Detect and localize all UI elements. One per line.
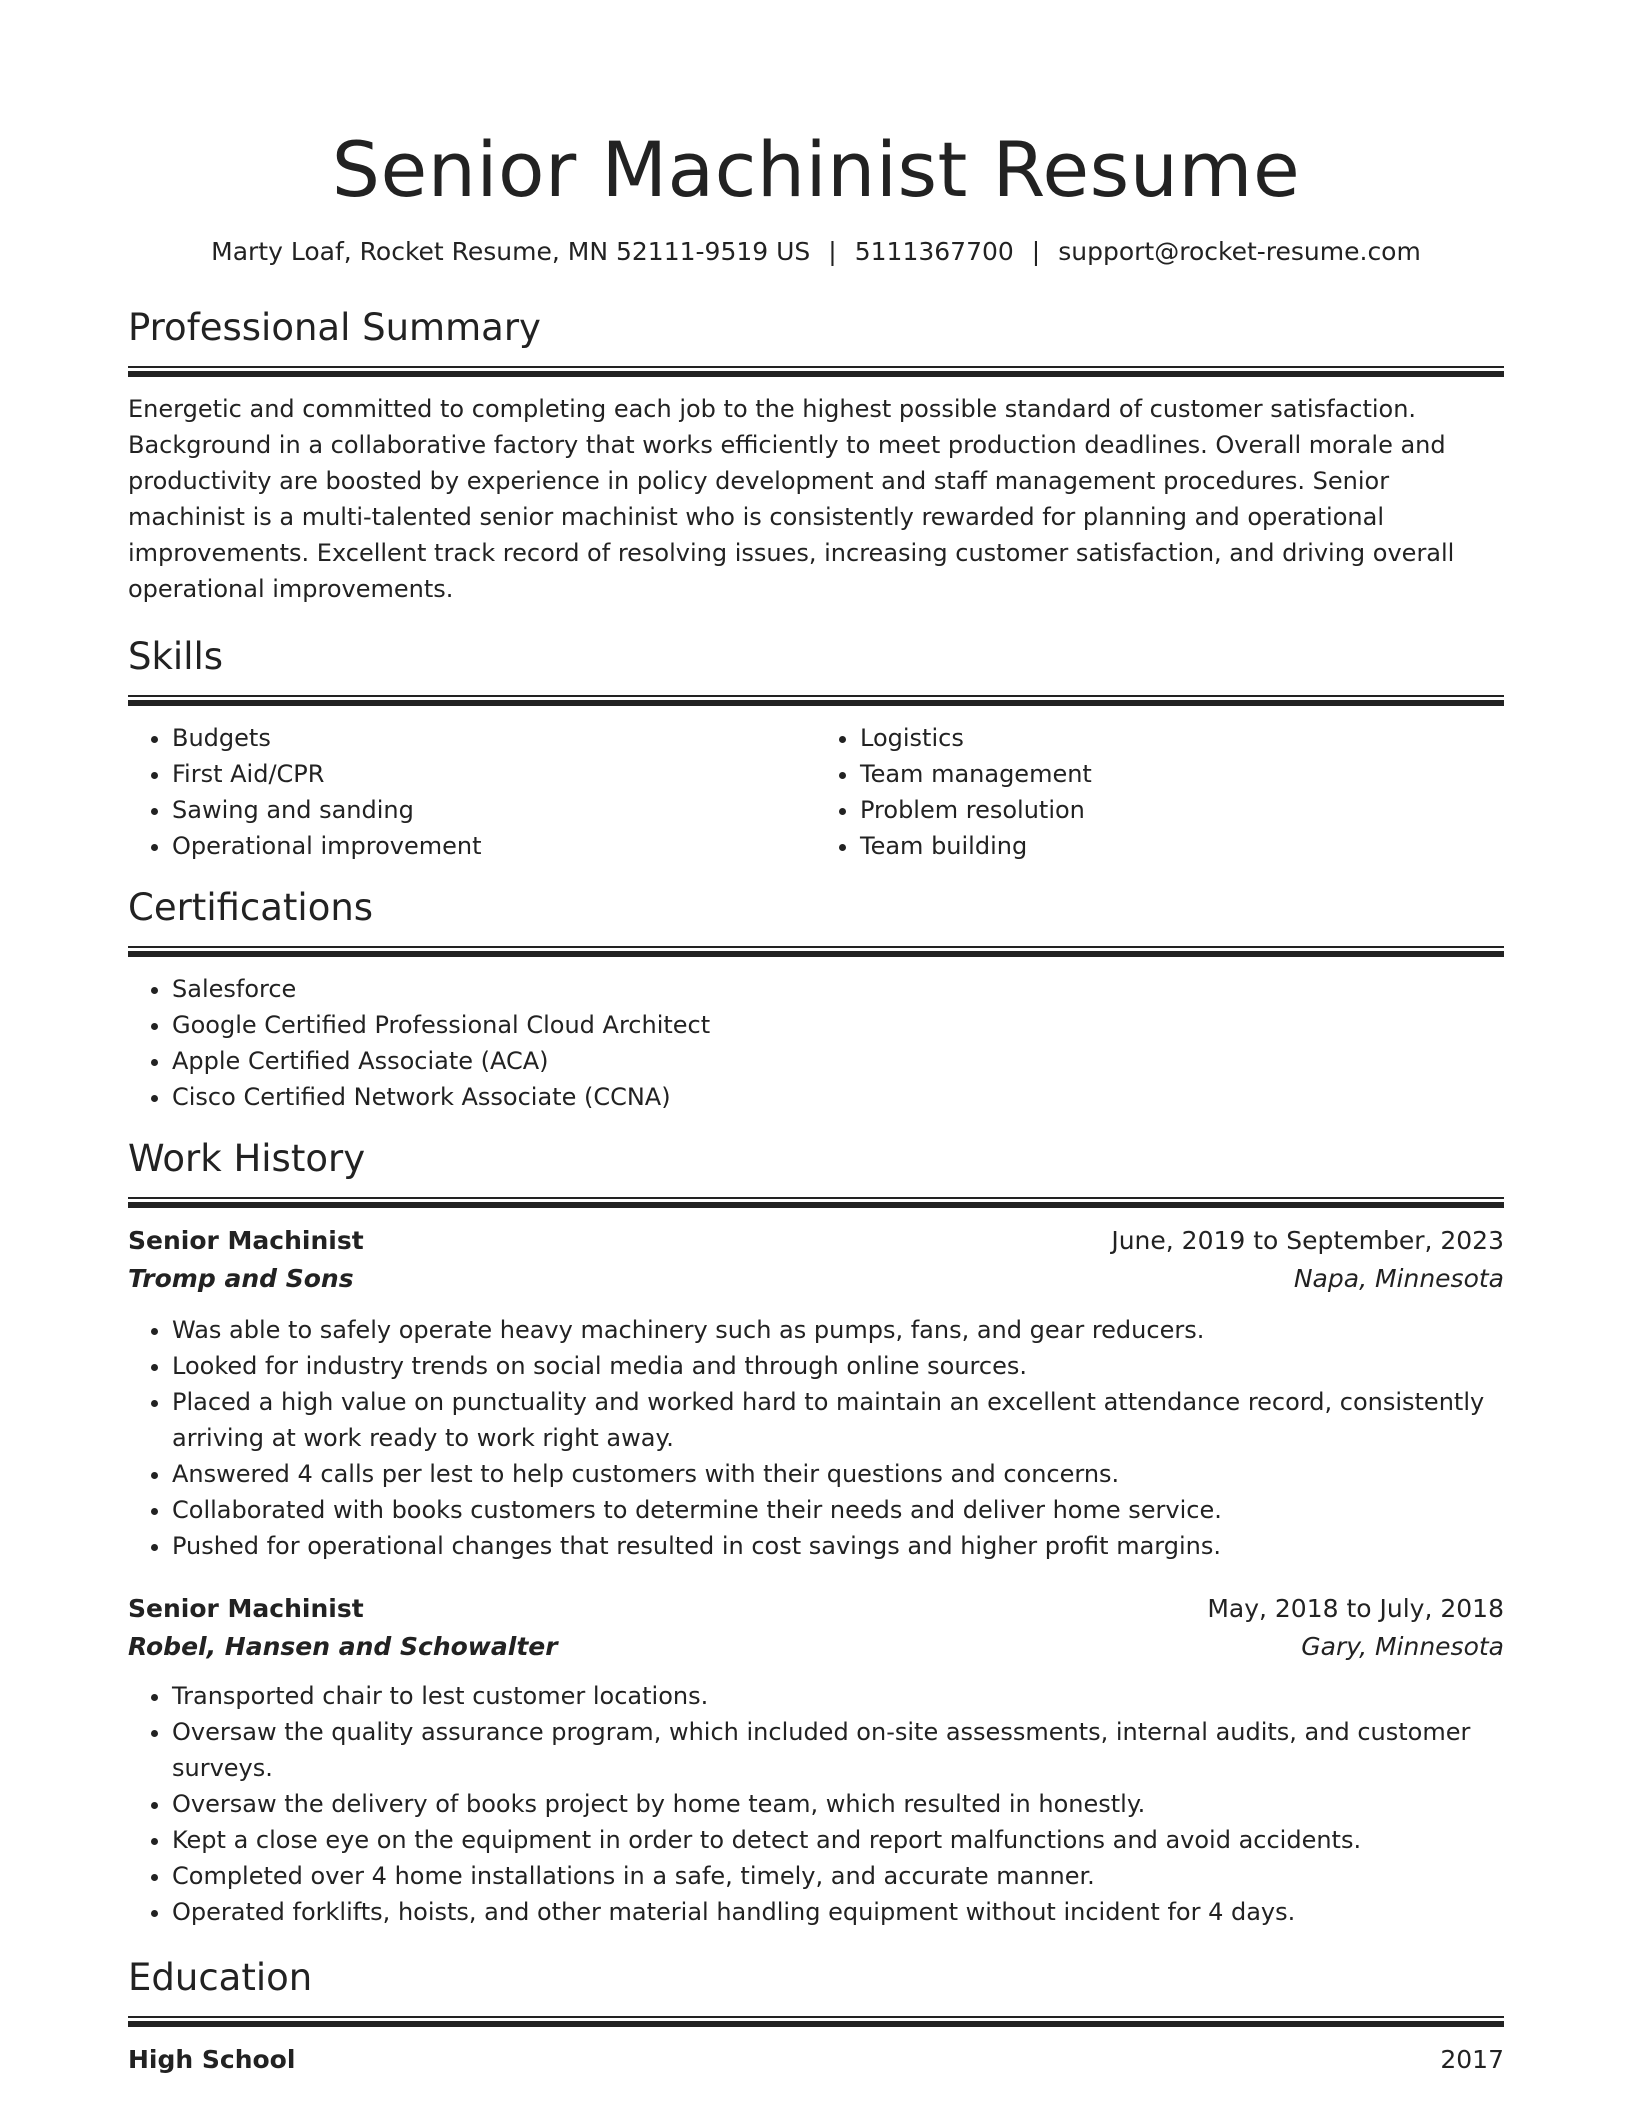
skill-item: • Operational improvement	[172, 828, 816, 864]
job-subheader	[128, 1628, 1504, 1666]
work-history-heading: Work History	[128, 1137, 366, 1180]
education-entry	[128, 2041, 1504, 2079]
skills-heading: Skills	[128, 635, 224, 678]
contact-address: Marty Loaf, Rocket Resume, MN 52111-9519 US	[211, 237, 811, 266]
job-bullet: • Oversaw the quality assurance program, which included on-site assessments, internal audits, and customer surveys.	[172, 1714, 1504, 1786]
certification-item: • Apple Certified Associate (ACA)	[172, 1043, 1504, 1079]
job-bullets	[128, 1312, 1504, 1564]
section-divider	[128, 1197, 1504, 1208]
skills-columns	[128, 720, 1504, 864]
skill-item: • Problem resolution	[860, 792, 1504, 828]
job-dates: June, 2019 to September, 2023	[1111, 1226, 1504, 1255]
summary-text: Energetic and committed to completing each job to the highest possible standard of customer satisfaction. Background in a collaborative factory that works efficiently to meet production deadlines. Overall morale and productivity are boosted by experience in policy development and staff management procedures. Senior machinist is a multi-talented senior machinist who is consistently rewarded for planning and operational improvements. Excellent track record of resolving issues, increasing customer satisfaction, and driving overall operational improvements.	[128, 395, 1455, 603]
contact-email: support@rocket-resume.com	[1058, 237, 1421, 266]
certification-item: • Cisco Certified Network Associate (CCNA)	[172, 1079, 1504, 1115]
job-company: Robel, Hansen and Schowalter	[128, 1632, 558, 1661]
contact-separator: |	[1031, 237, 1041, 266]
section-divider	[128, 695, 1504, 706]
job-title: Senior Machinist	[128, 1226, 364, 1255]
job-title: Senior Machinist	[128, 1594, 364, 1623]
job-bullet: • Transported chair to lest customer locations.	[172, 1678, 1504, 1714]
job-location: Napa, Minnesota	[1293, 1264, 1504, 1293]
education-school: High School	[128, 2045, 296, 2074]
skill-item: • Team building	[860, 828, 1504, 864]
job-bullet: • Completed over 4 home installations in a safe, timely, and accurate manner.	[172, 1858, 1504, 1894]
contact-line	[128, 236, 1504, 268]
certification-item: • Google Certified Professional Cloud Architect	[172, 1007, 1504, 1043]
job-subheader	[128, 1260, 1504, 1298]
job-bullet: • Oversaw the delivery of books project by home team, which resulted in honestly.	[172, 1786, 1504, 1822]
job-header	[128, 1222, 1504, 1260]
job-header	[128, 1590, 1504, 1628]
job-bullet: • Kept a close eye on the equipment in order to detect and report malfunctions and avoid accidents.	[172, 1822, 1504, 1858]
certifications-section	[128, 884, 1504, 1115]
skill-item: • First Aid/CPR	[172, 756, 816, 792]
skill-item: • Sawing and sanding	[172, 792, 816, 828]
education-section	[128, 1954, 1504, 2079]
job-entry	[128, 1590, 1504, 1930]
education-year: 2017	[1440, 2045, 1504, 2074]
education-heading: Education	[128, 1956, 313, 1999]
job-location: Gary, Minnesota	[1301, 1632, 1504, 1661]
job-dates: May, 2018 to July, 2018	[1207, 1594, 1504, 1623]
work-history-section	[128, 1135, 1504, 1930]
job-bullet: • Answered 4 calls per lest to help customers with their questions and concerns.	[172, 1456, 1504, 1492]
job-company: Tromp and Sons	[128, 1264, 354, 1293]
skills-list-right	[816, 720, 1504, 864]
section-divider	[128, 366, 1504, 377]
resume-title: Senior Machinist Resume	[331, 125, 1301, 214]
job-bullet: • Pushed for operational changes that resulted in cost savings and higher profit margins.	[172, 1528, 1504, 1564]
skill-item: • Logistics	[860, 720, 1504, 756]
summary-heading: Professional Summary	[128, 306, 541, 349]
certifications-list	[128, 971, 1504, 1115]
job-bullet: • Operated forklifts, hoists, and other material handling equipment without incident for 4 days.	[172, 1894, 1504, 1930]
job-bullet: • Collaborated with books customers to determine their needs and deliver home service.	[172, 1492, 1504, 1528]
certification-item: • Salesforce	[172, 971, 1504, 1007]
job-bullet: • Was able to safely operate heavy machinery such as pumps, fans, and gear reducers.	[172, 1312, 1504, 1348]
skills-section	[128, 633, 1504, 864]
skill-item: • Budgets	[172, 720, 816, 756]
summary-section	[128, 304, 1504, 607]
certifications-heading: Certifications	[128, 886, 374, 929]
contact-separator: |	[828, 237, 837, 266]
skill-item: • Team management	[860, 756, 1504, 792]
job-bullets	[128, 1678, 1504, 1930]
skills-list-left	[128, 720, 816, 864]
section-divider	[128, 946, 1504, 957]
section-divider	[128, 2016, 1504, 2027]
job-bullet: • Placed a high value on punctuality and worked hard to maintain an excellent attendance record, consistently arriving at work ready to work right away.	[172, 1384, 1504, 1456]
job-entry	[128, 1222, 1504, 1564]
contact-phone: 5111367700	[854, 237, 1014, 266]
job-bullet: • Looked for industry trends on social media and through online sources.	[172, 1348, 1504, 1384]
